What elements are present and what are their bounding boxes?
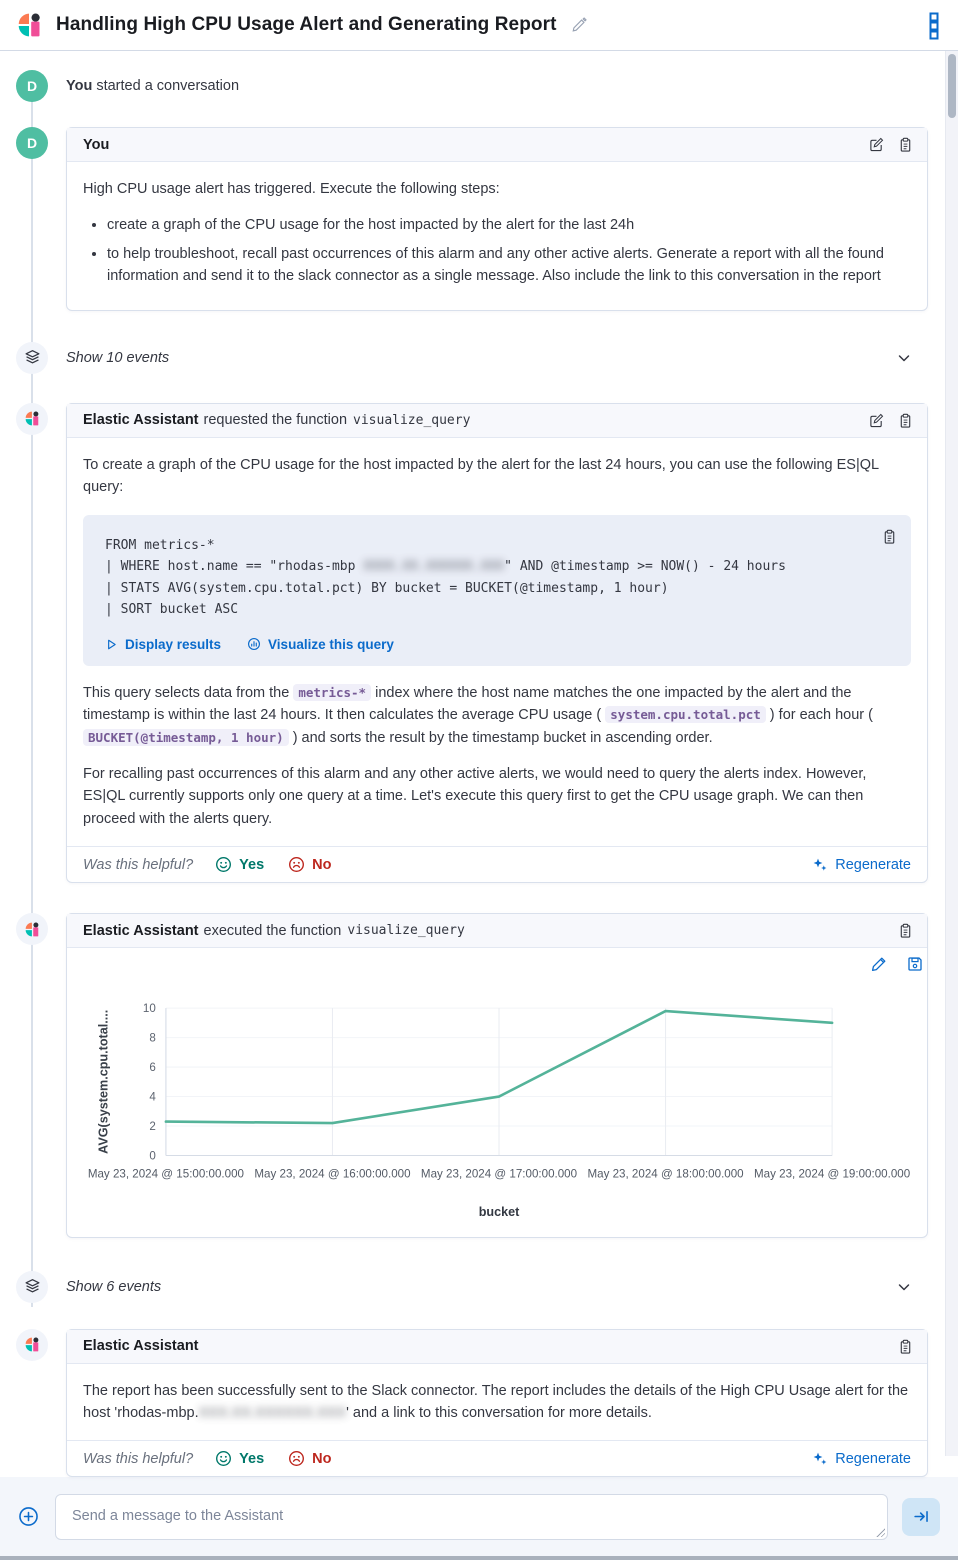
user-message-body [67,162,927,310]
assistant-avatar [16,403,48,435]
cpu-usage-chart [67,996,927,1226]
scrollbar[interactable] [945,51,958,1456]
explanation-paragraph: This query selects data from the metrics-* index where the host name matches the one impacted by the alert and the timestamp is within the last 24 hours. It then calculates the average CPU usage ( system.cpu.total.pct ) for each hour ( BUCKET(@timestamp, 1 hour) ) and sorts the result by the timestamp bucket in ascending order. [83,684,873,746]
message-paragraph: To create a graph of the CPU usage for the host impacted by the alert for the last 24 hours, you can use the following ES|QL query: [83,456,879,496]
action-text: requested the function [203,412,348,429]
visualize-query-button[interactable]: Visualize this query [247,637,394,652]
feedback-no-button[interactable]: No [288,1450,331,1467]
user-message-header [67,128,927,162]
svg-text:10: 10 [142,1002,156,1016]
save-visualization-icon[interactable] [905,954,925,974]
chart-toolbar [869,954,925,974]
regenerate-button[interactable]: Regenerate [812,857,911,873]
started-rest: started a conversation [92,78,240,94]
feedback-row [67,846,927,882]
assistant-executed-card [66,913,928,1237]
layers-icon [16,342,48,374]
conversation-menu-icon[interactable] [926,9,942,41]
assistant-executed-row [16,913,928,1237]
assistant-avatar [16,913,48,945]
copy-message-icon[interactable] [896,135,915,154]
code-actions-row [105,637,891,652]
svg-text:6: 6 [149,1061,156,1075]
message-bullet-list [107,214,911,287]
author-name: Elastic Assistant [83,922,199,939]
copy-message-icon[interactable] [896,411,915,430]
message-paragraph: High CPU usage alert has triggered. Execute the following steps: [83,181,500,197]
user-avatar [16,127,48,159]
function-name: visualize_query [347,923,465,939]
assistant-final-body [67,1364,927,1441]
author-name: Elastic Assistant [83,1338,199,1355]
author-name: Elastic Assistant [83,412,199,429]
esql-query-text: FROM metrics-* | WHERE host.name == "rhodas-mbp XXXX.XX.XXXXXX.XXX" AND @timestamp >= NOW() - 24 hours | STATS AVG(system.cpu.total.pct) BY bucket = BUCKET(@timestamp, 1 hour) | SORT bucket ASC [105,537,786,618]
assistant-request-row [16,403,928,884]
assistant-final-header [67,1330,927,1364]
user-avatar [16,70,48,102]
user-message-row [16,127,928,311]
svg-text:May 23, 2024 @ 18:00:00.000: May 23, 2024 @ 18:00:00.000 [587,1168,744,1182]
layers-icon [16,1271,48,1303]
window-bottom-edge [0,1556,958,1560]
show-events-label[interactable]: Show 6 events [66,1278,162,1295]
chevron-down-icon[interactable] [894,348,914,368]
svg-text:4: 4 [149,1090,156,1104]
assistant-final-card [66,1329,928,1478]
assistant-request-header [67,404,927,438]
svg-text:May 23, 2024 @ 15:00:00.000: May 23, 2024 @ 15:00:00.000 [87,1168,245,1182]
svg-text:AVG(system.cpu.total....: AVG(system.cpu.total.... [96,1010,111,1155]
started-text [66,78,239,94]
svg-text:May 23, 2024 @ 17:00:00.000: May 23, 2024 @ 17:00:00.000 [420,1168,578,1182]
add-attachment-icon[interactable] [16,1504,41,1529]
assistant-final-row [16,1329,928,1478]
svg-text:bucket: bucket [478,1205,520,1220]
elastic-logo-icon [16,11,44,39]
inline-code: BUCKET(@timestamp, 1 hour) [83,729,289,746]
message-input[interactable] [55,1494,888,1540]
chevron-down-icon[interactable] [894,1277,914,1297]
chart-card-body [67,948,927,1236]
copy-message-icon[interactable] [896,1337,915,1356]
copy-code-icon[interactable] [880,527,899,546]
message-composer [0,1477,958,1556]
redacted-hostname: XXX.XX.XXXXXX.XXX [198,1404,347,1421]
display-results-button[interactable]: Display results [105,637,221,652]
feedback-row [67,1440,927,1476]
events-divider [16,1271,928,1303]
assistant-request-card [66,403,928,884]
author-name: You [83,136,110,153]
edit-message-icon[interactable] [867,135,886,154]
svg-text:0: 0 [149,1149,156,1163]
conversation-started-row [16,70,928,102]
line-chart-svg [67,996,927,1226]
page-title: Handling High CPU Usage Alert and Generating Report [56,14,557,35]
svg-text:8: 8 [149,1031,156,1045]
regenerate-button[interactable]: Regenerate [812,1451,911,1467]
conversation-scroll-area [0,51,958,1477]
started-user: You [66,78,93,94]
bullet-item: • to help troubleshoot, recall past occurrences of this alarm and any other active alerts. Generate a report with all the found information and send it to the slack connector as a single message. Also include the link to this conversation in the report [107,243,911,288]
avatar-letter: D [26,78,38,94]
conversation-header [0,0,958,51]
redacted-hostname: XXXX.XX.XXXXXX.XXX [363,559,505,575]
inline-code: metrics-* [293,684,371,701]
events-divider [16,342,928,374]
svg-text:May 23, 2024 @ 16:00:00.000: May 23, 2024 @ 16:00:00.000 [254,1168,411,1182]
assistant-avatar [16,1329,48,1361]
action-text: executed the function [203,922,342,939]
show-events-label[interactable]: Show 10 events [66,349,170,366]
esql-code-block [83,515,911,666]
edit-title-icon[interactable] [569,16,588,35]
scrollbar-thumb[interactable] [948,54,956,118]
send-message-button[interactable] [902,1498,940,1536]
function-name: visualize_query [353,412,471,428]
svg-text:May 23, 2024 @ 19:00:00.000: May 23, 2024 @ 19:00:00.000 [754,1168,911,1182]
feedback-question: Was this helpful? [83,856,194,873]
message-paragraph: The report has been successfully sent to the Slack connector. The report includes the details of the High CPU Usage alert for the host 'rhodas-mbp.XXX.XX.XXXXXX.XXX' and a link to this conversation for more details. [83,1382,909,1421]
feedback-yes-button[interactable]: Yes [215,1450,264,1467]
copy-message-icon[interactable] [896,921,915,940]
assistant-executed-header [67,914,927,948]
edit-message-icon[interactable] [867,411,886,430]
feedback-yes-button[interactable]: Yes [215,856,264,873]
inline-code: system.cpu.total.pct [605,706,766,723]
user-message-card [66,127,928,311]
svg-text:2: 2 [149,1120,156,1134]
feedback-question: Was this helpful? [83,1450,194,1467]
bullet-item: • create a graph of the CPU usage for the host impacted by the alert for the last 24h [107,214,911,236]
explanation-paragraph: For recalling past occurrences of this alarm and any other active alerts, we would need to query the alerts index. However, ES|QL currently supports only one query at a time. Let's execute this query first to get the CPU usage graph. We can then proceed with the alerts query. [83,765,867,827]
edit-visualization-icon[interactable] [869,954,889,974]
avatar-letter: D [26,135,38,151]
feedback-no-button[interactable]: No [288,856,331,873]
assistant-request-body [67,438,927,847]
